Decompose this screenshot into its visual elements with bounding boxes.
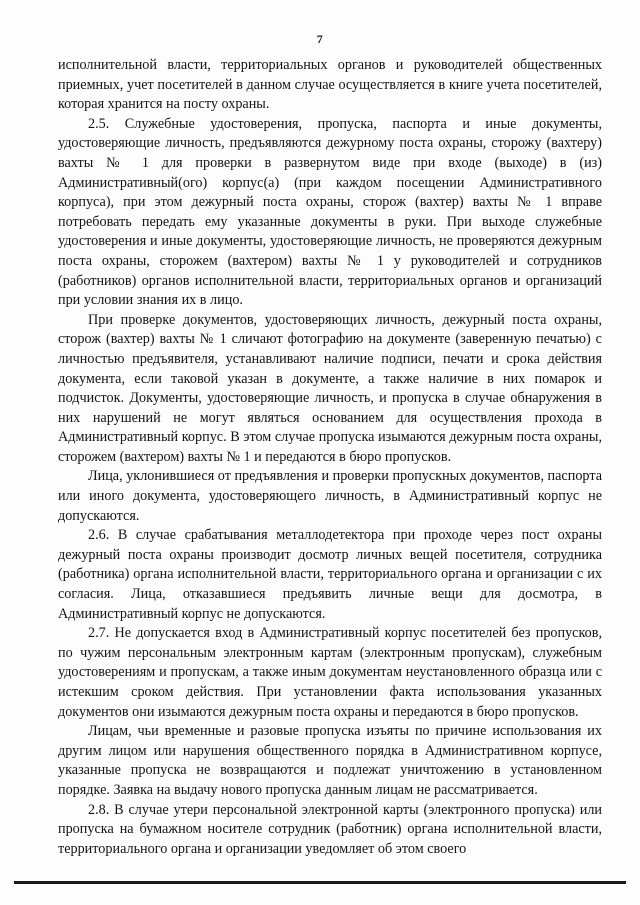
paragraph-continuation: исполнительной власти, территориальных органов и руководителей общественных приемных, учет посетителей в данном случае осуществляется в книге учета посетителей, которая хранится на посту охраны. bbox=[58, 57, 602, 113]
paragraph-2-6: 2.6. В случае срабатывания металлодетектора при проходе через пост охраны дежурный поста охраны производит досмотр личных вещей посетителя, сотрудника (работника) органа исполнительной власти, территориального органа и организации с их согласия. Лица, отказавшиеся предъявить личные вещи для досмотра, в Административный корпус не допускаются. bbox=[58, 527, 602, 622]
document-body bbox=[58, 56, 602, 859]
paragraph-seized-passes: Лицам, чьи временные и разовые пропуска изъяты по причине использования их другим лицом или нарушения общественного порядка в Административном корпусе, указанные пропуска не возвращаются и подлежат уничтожению в установленном порядке. Заявка на выдачу нового пропуска данным лицам не рассматривается. bbox=[58, 723, 602, 798]
page-number: 7 bbox=[316, 32, 324, 46]
paragraph-2-5: 2.5. Служебные удостоверения, пропуска, паспорта и иные документы, удостоверяющие личность, предъявляются дежурному поста охраны, сторожу (вахтеру) вахты № 1 для проверки в развернутом виде при входе (выходе) в (из) Административный(ого) корпус(а) (при каждом посещении Административного корпуса), при этом дежурный поста охраны, сторож (вахтер) вахты № 1 вправе потребовать передать ему указанные документы в руки. При выходе служебные удостоверения и иные документы, удостоверяющие личность, не проверяются дежурным поста охраны, сторожем (вахтером) вахты № 1 у руководителей и сотрудников (работников) органов исполнительной власти, территориальных органов и организаций при условии знания их в лицо. bbox=[58, 115, 602, 309]
paragraph-2-8: 2.8. В случае утери персональной электронной карты (электронного пропуска) или пропуска на бумажном носителе сотрудник (работник) органа исполнительной власти, территориального органа и организации уведомляет об этом своего bbox=[58, 801, 602, 857]
paragraph-evaders: Лица, уклонившиеся от предъявления и проверки пропускных документов, паспорта или иного документа, удостоверяющего личность, в Административный корпус не допускаются. bbox=[58, 468, 602, 524]
paragraph-document-check: При проверке документов, удостоверяющих личность, дежурный поста охраны, сторож (вахтер) вахты № 1 сличают фотографию на документе (заверенную печатью) с личностью предъявителя, устанавливают наличие подписи, печати и срока действия документа, если таковой указан в документе, а также наличие в них помарок и подчисток. Документы, удостоверяющие личность, и пропуска в случае обнаружения в них нарушений не могут являться основанием для осуществления прохода в Административный корпус. В этом случае пропуска изымаются дежурным поста охраны, сторожем (вахтером) вахты № 1 и передаются в бюро пропусков. bbox=[58, 311, 602, 465]
paragraph-2-7: 2.7. Не допускается вход в Административный корпус посетителей без пропусков, по чужим персональным электронным картам (электронным пропускам), служебным удостоверениям и пропускам, а также иным документам неустановленного образца или с истекшим сроком действия. При установлении факта использования указанных документов они изымаются дежурным поста охраны и передаются в бюро пропусков. bbox=[58, 625, 602, 720]
bottom-divider-line bbox=[14, 881, 626, 884]
